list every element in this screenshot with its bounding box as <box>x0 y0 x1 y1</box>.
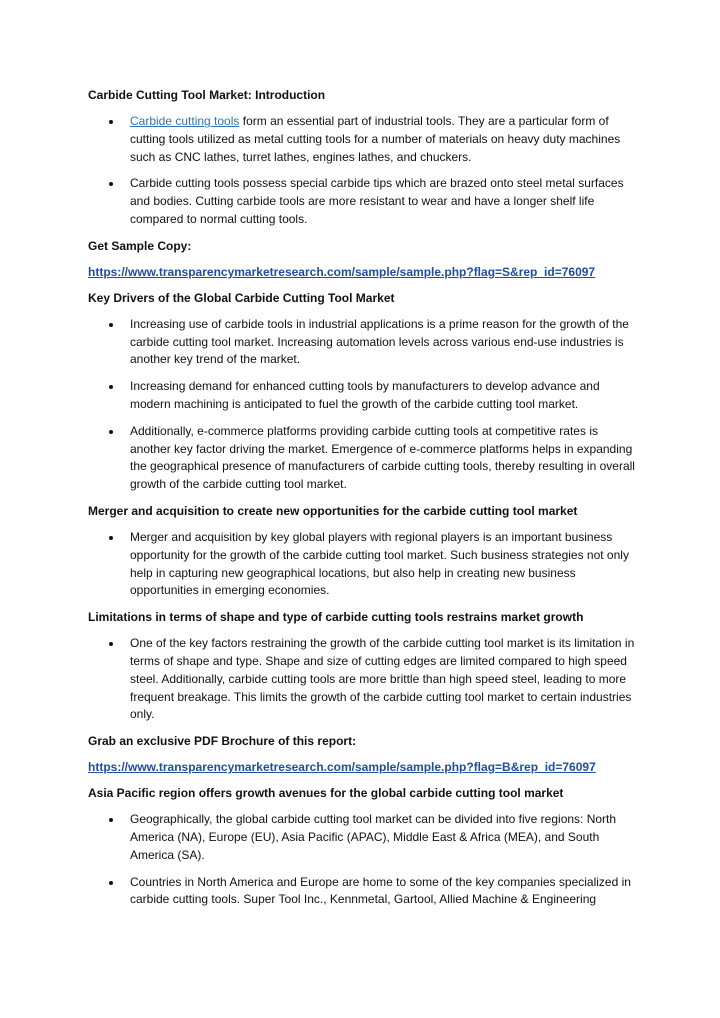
list-item <box>88 175 638 228</box>
list-item <box>88 874 638 910</box>
list-item <box>88 635 638 724</box>
bullet-icon <box>109 642 113 646</box>
section-heading-apac: Asia Pacific region offers growth avenues for the global carbide cutting tool market <box>88 786 564 801</box>
bullet-icon <box>109 182 113 186</box>
list-item <box>88 113 638 166</box>
bullet-icon <box>109 430 113 434</box>
list-item-text: Carbide cutting tools possess special carbide tips which are brazed onto steel metal surfaces and bodies. Cutting carbide tools are more resistant to wear and have a longer shelf life compared to normal cutting tools. <box>130 176 624 226</box>
list-item-text: Geographically, the global carbide cutting tool market can be divided into five regions: North America (NA), Europe (EU), Asia Pacific (APAC), Middle East & Africa (MEA), and South America (SA). <box>130 812 617 862</box>
list-item-text: Additionally, e-commerce platforms providing carbide cutting tools at competitive rates is another key factor driving the market. Emergence of e-commerce platforms helps in expanding the geographical presence of manufacturers of carbide cutting tools, thereby resulting in overall growth of the carbide cutting tool market. <box>130 423 635 492</box>
bullet-icon <box>109 536 113 540</box>
sample-copy-link[interactable]: https://www.transparencymarketresearch.com/sample/sample.php?flag=S&rep_id=76097 <box>88 264 596 279</box>
list-item-text: Merger and acquisition by key global players with regional players is an important business opportunity for the growth of the carbide cutting tool market. Such business strategies not only help in capturing new geographical locations, but also help in creating new business opportunities in emerging economies. <box>130 529 629 598</box>
list-item-text: Countries in North America and Europe are home to some of the key companies specialized in carbide cutting tools. Super Tool Inc., Kennmetal, Gartool, Allied Machine & Engineering <box>130 874 631 907</box>
bullet-icon <box>109 385 113 389</box>
list-item <box>88 378 638 414</box>
list-item-text: form an essential part of industrial tools. They are a particular form of cutting tools utilized as metal cutting tools for a number of materials on heavy duty machines such as CNC lathes, turret lathes, engines lathes, and chuckers. <box>130 114 621 164</box>
section-heading-drivers: Key Drivers of the Global Carbide Cutting Tool Market <box>88 290 395 305</box>
carbide-cutting-tools-link[interactable]: Carbide cutting tools <box>130 114 240 128</box>
bullet-icon <box>109 120 113 124</box>
introduction-list <box>88 113 638 229</box>
list-item <box>88 423 638 494</box>
section-heading-merger: Merger and acquisition to create new opportunities for the carbide cutting tool market <box>88 503 578 518</box>
section-heading-introduction: Carbide Cutting Tool Market: Introduction <box>88 88 326 102</box>
bullet-icon <box>109 818 113 822</box>
merger-list <box>88 529 638 600</box>
list-item-text: Increasing use of carbide tools in industrial applications is a prime reason for the growth of the carbide cutting tool market. Increasing automation levels across various end-use industries is another key trend of the market. <box>130 316 629 367</box>
list-item <box>88 316 638 369</box>
list-item-text: Increasing demand for enhanced cutting tools by manufacturers to develop advance and modern machining is anticipated to fuel the growth of the carbide cutting tool market. <box>130 379 600 411</box>
list-item-text: One of the key factors restraining the growth of the carbide cutting tool market is its limitation in terms of shape and type. Shape and size of cutting edges are limited compared to high speed steel. Additionally, carbide cutting tools are more brittle than high speed steel, leading to more frequent breakage. This limits the growth of the carbide cutting tool market to certain industries only. <box>130 636 635 722</box>
list-item <box>88 529 638 600</box>
drivers-list <box>88 316 638 494</box>
brochure-link[interactable]: https://www.transparencymarketresearch.com/sample/sample.php?flag=B&rep_id=76097 <box>88 760 596 775</box>
bullet-icon <box>109 881 113 885</box>
section-heading-limitations: Limitations in terms of shape and type of carbide cutting tools restrains market growth <box>88 610 584 625</box>
brochure-link-line <box>88 759 638 776</box>
list-item <box>88 811 638 864</box>
apac-list <box>88 811 638 909</box>
bullet-icon <box>109 323 113 327</box>
document-page <box>88 87 638 918</box>
section-heading-sample: Get Sample Copy: <box>88 238 192 253</box>
section-heading-brochure: Grab an exclusive PDF Brochure of this report: <box>88 734 357 749</box>
limitations-list <box>88 635 638 724</box>
sample-link-line <box>88 264 638 281</box>
